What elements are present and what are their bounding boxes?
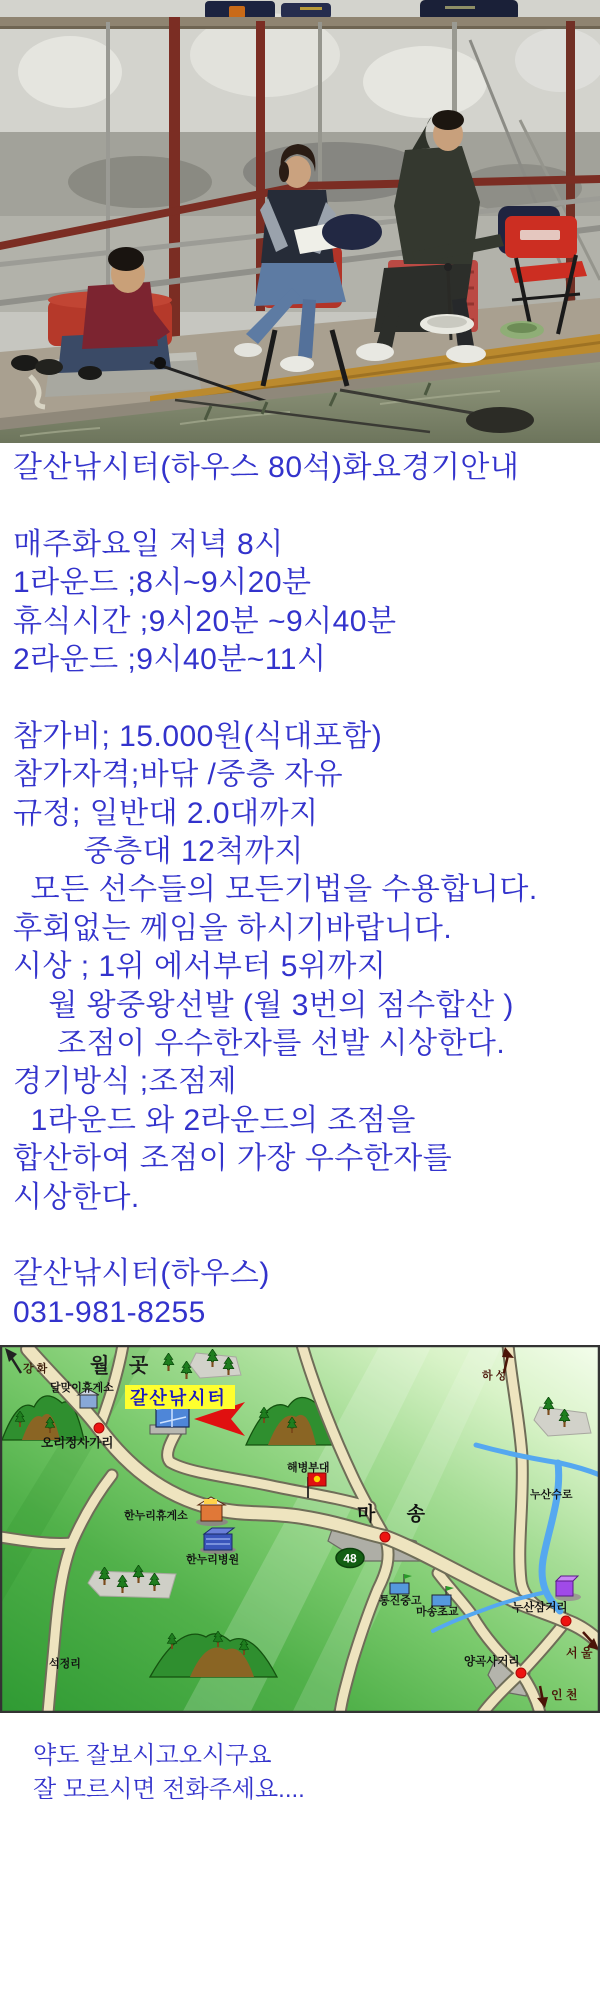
notice-line: 월 왕중왕선발 (월 3번의 점수합산 ) — [13, 988, 514, 1022]
notice-line: 시상한다. — [13, 1180, 140, 1214]
notice-line: 합산하여 조점이 가장 우수한자를 — [13, 1142, 453, 1176]
junction-dot — [516, 1668, 526, 1678]
map-label-galsan: 갈산낚시터 — [130, 1388, 227, 1408]
notice-line — [13, 487, 600, 525]
junction-dot — [380, 1532, 390, 1542]
notice-title: 갈산낚시터(하우스 80석)화요경기안내 — [13, 451, 520, 484]
notice-line: 1라운드 ;8시~9시20분 — [13, 566, 312, 600]
map-label-haseong: 하 성 — [482, 1370, 507, 1382]
notice-line: 2라운드 ;9시40분~11시 — [13, 643, 327, 677]
galsan-highlight-label — [125, 1385, 235, 1409]
notice-line — [13, 679, 600, 717]
map-label-wolgot: 월 곳 — [90, 1355, 156, 1377]
notice-line: 모든 선수들의 모든기법을 수용합니다. — [13, 873, 538, 907]
map-label-yanggok: 양곡사거리 — [464, 1656, 520, 1668]
footer-line: 약도 잘보시고오시구요 — [33, 1742, 272, 1769]
notice-line — [13, 1217, 600, 1255]
junction-dot — [561, 1616, 571, 1626]
notice-contact-name: 갈산낚시터(하우스) — [13, 1257, 270, 1291]
route-48-number: 48 — [343, 1551, 357, 1566]
map-label-nusansuro: 누산수로 — [530, 1489, 573, 1501]
map-label-orijeong: 오리정사가리 — [41, 1436, 114, 1450]
notice-line: 후회없는 께임을 하시기바랍니다. — [13, 911, 453, 945]
map-label-haebyeong: 해병부대 — [287, 1462, 330, 1474]
notice-line: 조점이 우수한자를 선발 시상한다. — [13, 1027, 506, 1061]
map-label-ganghwa: 강 화 — [23, 1363, 48, 1375]
notice-line: 규정; 일반대 2.0대까지 — [13, 796, 319, 830]
notice-line: 참가자격;바닦 /중층 자유 — [13, 758, 344, 792]
map-label-hannuri-hospital: 한누리병원 — [186, 1554, 240, 1566]
notice-line: 경기방식 ;조점제 — [13, 1065, 238, 1099]
notice-line: 참가비; 15.000원(식대포함) — [13, 719, 383, 753]
notice-text-block — [13, 449, 600, 1332]
map-label-incheon: 인 천 — [551, 1688, 578, 1702]
notice-line: 중층대 12척까지 — [13, 835, 304, 869]
map-label-dalmaji: 달맞이휴게소 — [50, 1382, 114, 1394]
fishing-house-photo — [0, 0, 600, 443]
notice-line: 시상 ; 1위 에서부터 5위까지 — [13, 950, 387, 984]
location-map — [0, 1345, 600, 1713]
map-label-hannuri-rest: 한누리휴게소 — [124, 1510, 188, 1522]
map-label-masongcho: 마송초교 — [416, 1606, 459, 1618]
map-label-seoul: 서 울 — [566, 1646, 593, 1660]
map-label-seokjeongri: 석정리 — [49, 1658, 81, 1670]
notice-phone-number: 031-981-8255 — [13, 1295, 206, 1329]
map-label-tongjin: 통진중고 — [379, 1595, 422, 1607]
map-label-maseong: 마 송 — [357, 1504, 438, 1525]
footer-line: 잘 모르시면 전화주세요.... — [33, 1776, 305, 1803]
notice-line: 1라운드 와 2라운드의 조점을 — [13, 1103, 416, 1137]
map-label-nusan3geori: 누산삼거리 — [512, 1602, 568, 1614]
junction-dot — [94, 1423, 104, 1433]
route-48-badge — [336, 1549, 364, 1568]
notice-line: 휴식시간 ;9시20분 ~9시40분 — [13, 604, 397, 638]
footer-note — [33, 1739, 305, 1807]
notice-line: 매주화요일 저녁 8시 — [13, 527, 284, 561]
